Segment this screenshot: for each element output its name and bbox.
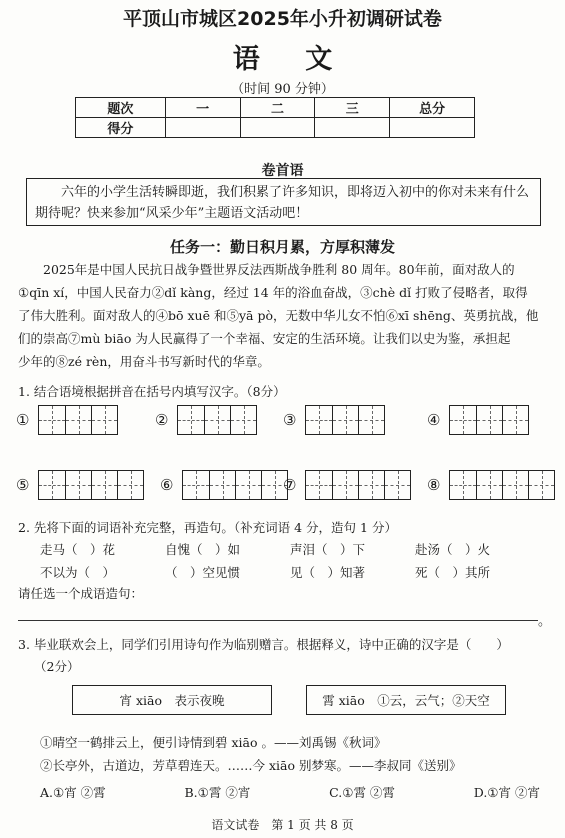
answer-grid-2 — [155, 405, 257, 435]
grid-label: ③ — [283, 411, 297, 429]
sentence-period: 。 — [538, 614, 552, 629]
score-cell: 得分 — [76, 118, 166, 138]
score-cell: 一 — [165, 98, 240, 118]
answer-grid-8 — [427, 470, 555, 500]
score-table-header-row — [76, 98, 475, 118]
score-cell: 题次 — [76, 98, 166, 118]
idiom-item[interactable]: 声泪（ ）下 — [290, 542, 366, 557]
idiom-item[interactable]: （ ）空见惯 — [165, 565, 241, 580]
grid-cell[interactable] — [183, 471, 209, 499]
exam-title: 平顶山市城区2025年小升初调研试卷 — [123, 8, 442, 30]
question1-prompt: 1. 结合语境根据拼音在括号内填写汉字。（8分） — [18, 384, 286, 399]
grid-cell[interactable] — [306, 471, 332, 499]
definition-box-2 — [306, 685, 506, 715]
definition-text: 霄 xiāo ①云，云气；②天空 — [322, 693, 490, 708]
grid-label: ② — [155, 411, 169, 429]
passage-line: 们的崇高⑦mù biāo 为人民赢得了一个幸福、安定的生活环境。让我们以史为鉴，承担起 — [18, 331, 511, 346]
page-footer: 语文试卷 第 1 页 共 8 页 — [211, 818, 354, 832]
grid-cell[interactable] — [39, 471, 65, 499]
idiom-row-1 — [40, 538, 540, 584]
score-input-cell[interactable] — [240, 118, 315, 138]
question2-prompt: 2. 先将下面的词语补充完整，再造句。（补充词语 4 分，造句 1 分） — [18, 520, 397, 535]
grid-cell[interactable] — [91, 406, 117, 434]
answer-grid-1 — [16, 405, 118, 435]
definition-box-1 — [72, 685, 272, 715]
grid-cell[interactable] — [528, 471, 554, 499]
option-c[interactable]: C.①霄 ②霄 — [329, 785, 395, 800]
answer-grid-3 — [283, 405, 385, 435]
grid-cell[interactable] — [91, 471, 117, 499]
answer-options — [40, 783, 540, 801]
grid-cell[interactable] — [306, 406, 332, 434]
question3-points: （2分） — [34, 659, 80, 674]
passage-line: 了伟大胜利。面对敌人的④bō xuē 和⑤yā pò，无数中华儿女不怕⑥xī shēng、英勇抗战，他 — [18, 308, 539, 323]
question3-prompt: 3. 毕业联欢会上，同学们引用诗句作为临别赠言。根据释义，诗中正确的汉字是（ ） — [18, 637, 509, 652]
idiom-item[interactable]: 自愧（ ）如 — [165, 542, 241, 557]
grid-label: ⑧ — [427, 476, 441, 494]
grid-cell[interactable] — [358, 471, 384, 499]
grid-cell[interactable] — [117, 471, 143, 499]
passage-line: ①qīn xí，中国人民奋力②dǐ kàng，经过 14 年的浴血奋战，③chè dǐ 打败了侵略者，取得 — [18, 285, 528, 300]
grid-cell[interactable] — [65, 406, 91, 434]
poem-line-2: ②长亭外，古道边，芳草碧连天。……今 xiāo 别梦寒。——李叔同《送别》 — [40, 758, 462, 773]
grid-cell[interactable] — [39, 406, 65, 434]
grid-cell[interactable] — [502, 471, 528, 499]
task1-title: 任务一：勤日积月累，方厚积薄发 — [169, 238, 395, 256]
passage-line: 2025年是中国人民抗日战争暨世界反法西斯战争胜利 80 周年。80年前，面对敌人的 — [43, 262, 515, 277]
definition-text: 宵 xiāo 表示夜晚 — [119, 693, 225, 708]
option-a[interactable]: A.①宵 ②霄 — [40, 785, 106, 800]
preface-box: 六年的小学生活转瞬即逝，我们积累了许多知识，即将迈入初中的你对未来有什么期待呢？快来参加“风采少年”主题语文活动吧！ — [26, 178, 541, 226]
option-d[interactable]: D.①宵 ②宵 — [473, 785, 540, 800]
score-table-score-row — [76, 118, 475, 138]
grid-cell[interactable] — [384, 471, 410, 499]
answer-grid-7 — [283, 470, 411, 500]
idiom-item[interactable]: 赴汤（ ）火 — [415, 542, 491, 557]
score-cell: 三 — [315, 98, 390, 118]
answer-grid-5 — [16, 470, 144, 500]
grid-cell[interactable] — [450, 406, 476, 434]
grid-cell[interactable] — [332, 406, 358, 434]
answer-grid-4 — [427, 405, 529, 435]
grid-label: ④ — [427, 411, 441, 429]
idiom-item[interactable]: 见（ ）知著 — [290, 565, 366, 580]
score-table — [75, 97, 475, 138]
grid-cell[interactable] — [358, 406, 384, 434]
sentence-answer-line[interactable] — [18, 620, 538, 621]
idiom-item[interactable]: 走马（ ）花 — [40, 542, 116, 557]
grid-cell[interactable] — [476, 406, 502, 434]
grid-cell[interactable] — [230, 406, 256, 434]
score-cell: 总分 — [390, 98, 475, 118]
grid-label: ⑤ — [16, 476, 30, 494]
preface-title: 卷首语 — [261, 163, 304, 179]
grid-cell[interactable] — [502, 406, 528, 434]
idiom-item[interactable]: 不以为（ ） — [40, 565, 116, 580]
score-cell: 二 — [240, 98, 315, 118]
grid-label: ① — [16, 411, 30, 429]
grid-cell[interactable] — [178, 406, 204, 434]
grid-cell[interactable] — [450, 471, 476, 499]
subject-title: 语 文 — [232, 44, 351, 75]
grid-cell[interactable] — [235, 471, 261, 499]
option-b[interactable]: B.①霄 ②宵 — [184, 785, 251, 800]
poem-line-1: ①晴空一鹤排云上，便引诗情到碧 xiāo 。——刘禹锡《秋词》 — [40, 735, 387, 750]
passage-line: 少年的⑧zé rèn，用奋斗书写新时代的华章。 — [18, 354, 270, 369]
grid-label: ⑦ — [283, 476, 297, 494]
sentence-prompt: 请任选一个成语造句： — [18, 586, 144, 601]
idiom-item[interactable]: 死（ ）其所 — [415, 565, 491, 580]
score-input-cell[interactable] — [315, 118, 390, 138]
score-input-cell[interactable] — [165, 118, 240, 138]
score-input-cell[interactable] — [390, 118, 475, 138]
grid-cell[interactable] — [332, 471, 358, 499]
grid-label: ⑥ — [160, 476, 174, 494]
exam-time: （时间 90 分钟） — [231, 82, 334, 97]
grid-cell[interactable] — [476, 471, 502, 499]
grid-cell[interactable] — [65, 471, 91, 499]
grid-cell[interactable] — [204, 406, 230, 434]
grid-cell[interactable] — [209, 471, 235, 499]
answer-grid-6 — [160, 470, 288, 500]
